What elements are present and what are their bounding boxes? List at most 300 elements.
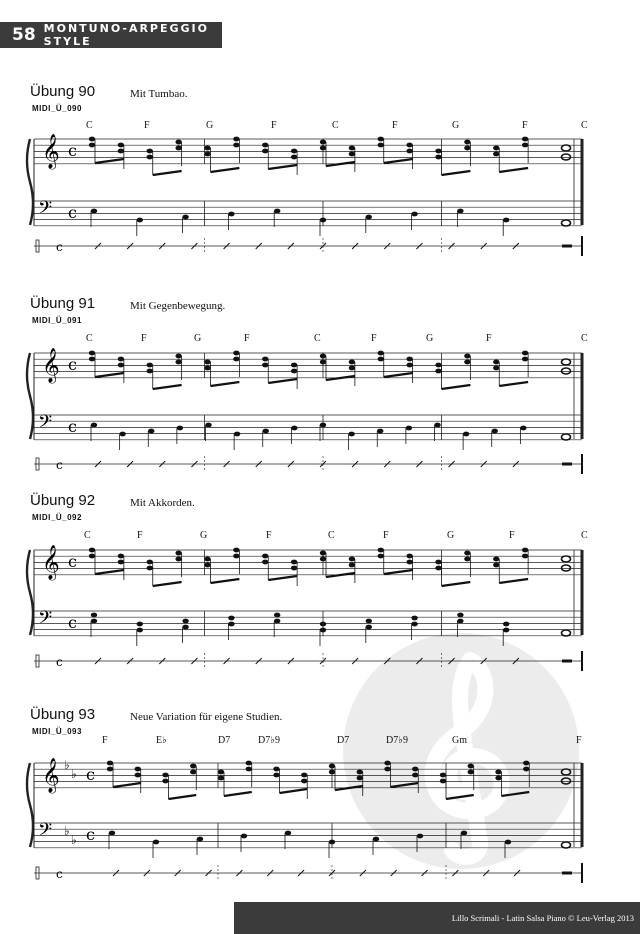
note-head (204, 146, 210, 151)
whole-note (562, 154, 571, 160)
note-head (464, 557, 470, 562)
note-head (233, 357, 239, 362)
time-signature: c (56, 655, 63, 669)
time-signature: c (86, 765, 95, 784)
chord-symbol: F (576, 735, 582, 746)
beam (384, 373, 413, 377)
chord-symbol: F (522, 120, 528, 131)
note-head (320, 140, 326, 145)
note-head (406, 357, 412, 362)
chord-symbol: F (141, 333, 147, 344)
chord-symbol: F (392, 120, 398, 131)
note-head (204, 366, 210, 371)
whole-note (562, 145, 571, 151)
note-head (233, 554, 239, 559)
time-signature: c (68, 417, 77, 436)
chord-symbol: C (581, 333, 588, 344)
beam (113, 783, 141, 787)
note-head (411, 622, 417, 627)
note-head (147, 566, 153, 571)
note-head (89, 357, 95, 362)
beam (224, 792, 252, 796)
note-head (228, 616, 234, 621)
note-head (495, 770, 501, 775)
exercise-description: Neue Variation für eigene Studien. (130, 711, 283, 723)
note-head (349, 146, 355, 151)
note-head (273, 767, 279, 772)
note-head (118, 554, 124, 559)
chord-symbol: F (383, 530, 389, 541)
chord-symbol: F (137, 530, 143, 541)
note-head (241, 834, 247, 839)
brace (27, 353, 33, 439)
chord-symbol: C (332, 120, 339, 131)
note-head (435, 155, 441, 160)
note-head (291, 426, 297, 431)
note-head (366, 625, 372, 630)
note-head (89, 554, 95, 559)
note-head (349, 360, 355, 365)
bass-clef-icon: 𝄢 (38, 198, 53, 223)
note-head (274, 619, 280, 624)
note-head (493, 366, 499, 371)
note-head (406, 560, 412, 565)
note-head (233, 137, 239, 142)
beam (169, 795, 197, 799)
note-head (520, 426, 526, 431)
note-head (162, 773, 168, 778)
whole-note (562, 630, 571, 636)
note-head (492, 429, 498, 434)
note-head (204, 152, 210, 157)
beam (268, 379, 297, 383)
chord-symbol: F (371, 333, 377, 344)
note-head (384, 761, 390, 766)
note-head (147, 369, 153, 374)
treble-clef-icon: 𝄞 (42, 134, 60, 169)
beam (499, 579, 528, 583)
note-head (204, 557, 210, 562)
note-head (434, 423, 440, 428)
note-head (357, 776, 363, 781)
treble-clef-icon: 𝄞 (42, 545, 60, 580)
exercise-description: Mit Gegenbewegung. (130, 300, 226, 312)
chord-symbol: C (581, 530, 588, 541)
note-head (320, 360, 326, 365)
beam (442, 582, 471, 586)
note-head (182, 215, 188, 220)
brace (27, 763, 33, 847)
note-head (320, 354, 326, 359)
note-head (435, 566, 441, 571)
note-head (503, 628, 509, 633)
beam (153, 582, 182, 586)
note-head (378, 357, 384, 362)
note-head (175, 551, 181, 556)
bass-clef-icon: 𝄢 (38, 412, 53, 437)
note-head (218, 776, 224, 781)
note-head (412, 773, 418, 778)
note-head (464, 140, 470, 145)
note-head (107, 761, 113, 766)
note-head (291, 369, 297, 374)
chord-symbol: G (426, 333, 434, 344)
chord-symbol: C (581, 120, 588, 131)
exercise-title: Übung 93 (30, 706, 96, 723)
note-head (523, 761, 529, 766)
note-head (320, 622, 326, 627)
note-head (493, 146, 499, 151)
beam (268, 576, 297, 580)
time-signature: c (86, 825, 95, 844)
note-head (411, 616, 417, 621)
note-head (274, 209, 280, 214)
note-head (137, 622, 143, 627)
note-head (190, 770, 196, 775)
chord-symbol: C (86, 333, 93, 344)
whole-note (562, 434, 571, 440)
note-head (204, 360, 210, 365)
note-head (246, 761, 252, 766)
note-head (357, 770, 363, 775)
note-head (457, 619, 463, 624)
time-signature: c (56, 867, 63, 881)
note-head (175, 146, 181, 151)
chord-symbol: F (509, 530, 515, 541)
chord-symbol: F (102, 735, 108, 746)
note-head (349, 557, 355, 562)
note-head (366, 619, 372, 624)
note-head (463, 432, 469, 437)
beam (384, 159, 413, 163)
note-head (291, 566, 297, 571)
note-head (118, 143, 124, 148)
note-head (435, 363, 441, 368)
note-head (406, 149, 412, 154)
bass-clef-icon: 𝄢 (38, 820, 53, 845)
whole-note (562, 842, 571, 848)
chord-symbol: C (328, 530, 335, 541)
note-head (523, 767, 529, 772)
note-head (384, 767, 390, 772)
note-head (291, 149, 297, 154)
note-head (148, 429, 154, 434)
note-head (182, 625, 188, 630)
note-head (89, 351, 95, 356)
beam (95, 570, 124, 574)
whole-note (562, 769, 571, 775)
whole-note (562, 220, 571, 226)
note-head (89, 137, 95, 142)
time-signature: c (56, 240, 63, 254)
page-title: MONTUNO-ARPEGGIO STYLE (43, 22, 209, 48)
note-head (522, 357, 528, 362)
note-head (118, 149, 124, 154)
chord-symbol: G (206, 120, 214, 131)
note-head (118, 363, 124, 368)
note-head (320, 423, 326, 428)
note-head (522, 548, 528, 553)
note-head (91, 619, 97, 624)
chord-symbol: C (84, 530, 91, 541)
exercise-description: Mit Akkorden. (130, 497, 195, 509)
exercise-title: Übung 92 (30, 492, 96, 509)
midi-reference: MIDI_Ü_093 (32, 727, 82, 736)
chord-symbol: D7♭9 (258, 735, 280, 746)
chord-symbol: G (200, 530, 208, 541)
note-head (233, 548, 239, 553)
exercise-title: Übung 90 (30, 83, 96, 100)
note-head (435, 149, 441, 154)
treble-clef-icon: 𝄞 (42, 758, 60, 793)
chord-symbol: F (244, 333, 250, 344)
note-head (378, 351, 384, 356)
midi-reference: MIDI_Ü_092 (32, 513, 82, 522)
note-head (137, 628, 143, 633)
beam (384, 570, 413, 574)
beam (268, 165, 297, 169)
chord-symbol: D7 (337, 735, 350, 746)
note-head (505, 840, 511, 845)
note-head (262, 363, 268, 368)
note-head (435, 369, 441, 374)
note-head (273, 773, 279, 778)
flat-sign: ♭ (71, 833, 77, 847)
note-head (118, 357, 124, 362)
exercise-description: Mit Tumbao. (130, 88, 188, 100)
note-head (291, 560, 297, 565)
note-head (461, 831, 467, 836)
note-head (378, 143, 384, 148)
note-head (263, 429, 269, 434)
chord-symbol: G (447, 530, 455, 541)
chord-symbol: D7♭9 (386, 735, 408, 746)
beam (391, 783, 419, 787)
brace (27, 550, 33, 635)
time-signature: c (68, 613, 77, 632)
beam (211, 579, 240, 583)
note-head (190, 764, 196, 769)
note-head (503, 622, 509, 627)
note-head (406, 554, 412, 559)
beam (280, 789, 308, 793)
flat-sign: ♭ (71, 767, 77, 781)
note-head (175, 140, 181, 145)
note-head (522, 351, 528, 356)
treble-clef-icon: 𝄞 (42, 348, 60, 383)
note-head (435, 560, 441, 565)
note-head (147, 149, 153, 154)
note-head (378, 554, 384, 559)
note-head (89, 143, 95, 148)
note-head (162, 779, 168, 784)
chord-symbol: D7 (218, 735, 231, 746)
note-head (320, 557, 326, 562)
note-head (378, 548, 384, 553)
note-head (135, 773, 141, 778)
note-head (109, 831, 115, 836)
note-head (440, 779, 446, 784)
chord-symbol: E♭ (156, 735, 167, 746)
chord-symbol: C (314, 333, 321, 344)
note-head (349, 563, 355, 568)
note-head (175, 360, 181, 365)
note-head (468, 764, 474, 769)
beam (502, 792, 530, 796)
chord-symbol: F (144, 120, 150, 131)
note-head (285, 831, 291, 836)
time-signature: c (68, 552, 77, 571)
note-head (119, 432, 125, 437)
note-head (118, 560, 124, 565)
note-head (468, 770, 474, 775)
flat-sign: ♭ (64, 824, 70, 838)
page-number: 58 (12, 25, 36, 45)
note-head (107, 767, 113, 772)
note-head (377, 429, 383, 434)
chord-symbol: F (271, 120, 277, 131)
chord-symbol: C (86, 120, 93, 131)
note-head (464, 551, 470, 556)
note-head (349, 366, 355, 371)
note-head (464, 360, 470, 365)
note-head (233, 351, 239, 356)
note-head (262, 560, 268, 565)
note-head (91, 209, 97, 214)
note-head (348, 432, 354, 437)
note-head (373, 837, 379, 842)
time-signature: c (56, 458, 63, 472)
chord-symbol: G (194, 333, 202, 344)
note-head (175, 354, 181, 359)
whole-note (562, 359, 571, 365)
note-head (464, 354, 470, 359)
note-head (291, 363, 297, 368)
brace (27, 139, 33, 225)
note-head (204, 563, 210, 568)
note-head (153, 840, 159, 845)
beam (446, 795, 474, 799)
note-head (205, 423, 211, 428)
note-head (522, 137, 528, 142)
note-head (147, 155, 153, 160)
note-head (135, 767, 141, 772)
midi-reference: MIDI_Ü_091 (32, 316, 82, 325)
note-head (246, 767, 252, 772)
note-head (406, 143, 412, 148)
note-head (320, 551, 326, 556)
note-head (91, 423, 97, 428)
note-head (262, 143, 268, 148)
beam (153, 171, 182, 175)
note-head (301, 773, 307, 778)
note-head (320, 628, 326, 633)
note-head (493, 557, 499, 562)
chord-symbol: Gm (452, 735, 467, 746)
beam (211, 168, 240, 172)
note-head (329, 764, 335, 769)
exercise-title: Übung 91 (30, 295, 96, 312)
beam (442, 385, 471, 389)
note-head (291, 155, 297, 160)
midi-reference: MIDI_Ü_090 (32, 104, 82, 113)
note-head (406, 363, 412, 368)
note-head (89, 548, 95, 553)
note-head (417, 834, 423, 839)
beam (442, 171, 471, 175)
note-head (349, 152, 355, 157)
note-head (147, 560, 153, 565)
whole-note (562, 565, 571, 571)
beam (211, 382, 240, 386)
note-head (228, 212, 234, 217)
note-head (218, 770, 224, 775)
note-head (493, 360, 499, 365)
note-head (262, 357, 268, 362)
note-head (320, 146, 326, 151)
note-head (329, 770, 335, 775)
note-head (262, 149, 268, 154)
note-head (234, 432, 240, 437)
flat-sign: ♭ (64, 758, 70, 772)
note-head (274, 613, 280, 618)
note-head (440, 773, 446, 778)
note-head (495, 776, 501, 781)
beam (95, 159, 124, 163)
beam (499, 382, 528, 386)
note-head (137, 218, 143, 223)
note-head (503, 218, 509, 223)
time-signature: c (68, 355, 77, 374)
note-head (457, 613, 463, 618)
chord-symbol: G (452, 120, 460, 131)
beam (95, 373, 124, 377)
note-head (457, 209, 463, 214)
whole-note (562, 368, 571, 374)
note-head (412, 767, 418, 772)
beam (153, 385, 182, 389)
note-head (91, 613, 97, 618)
note-head (493, 563, 499, 568)
note-head (182, 619, 188, 624)
note-head (406, 426, 412, 431)
note-head (366, 215, 372, 220)
note-head (378, 137, 384, 142)
beam (499, 168, 528, 172)
bass-clef-icon: 𝄢 (38, 608, 53, 633)
note-head (147, 363, 153, 368)
chord-symbol: F (266, 530, 272, 541)
note-head (233, 143, 239, 148)
chord-symbol: F (486, 333, 492, 344)
note-head (228, 622, 234, 627)
note-head (262, 554, 268, 559)
note-head (320, 218, 326, 223)
note-head (522, 554, 528, 559)
note-head (329, 840, 335, 845)
note-head (175, 557, 181, 562)
note-head (301, 779, 307, 784)
whole-note (562, 778, 571, 784)
time-signature: c (68, 141, 77, 160)
note-head (197, 837, 203, 842)
note-head (493, 152, 499, 157)
note-head (177, 426, 183, 431)
note-head (522, 143, 528, 148)
footer-credit: Lillo Scrimali - Latin Salsa Piano © Leu-Verlag 2013 (451, 913, 634, 923)
whole-note (562, 556, 571, 562)
note-head (464, 146, 470, 151)
